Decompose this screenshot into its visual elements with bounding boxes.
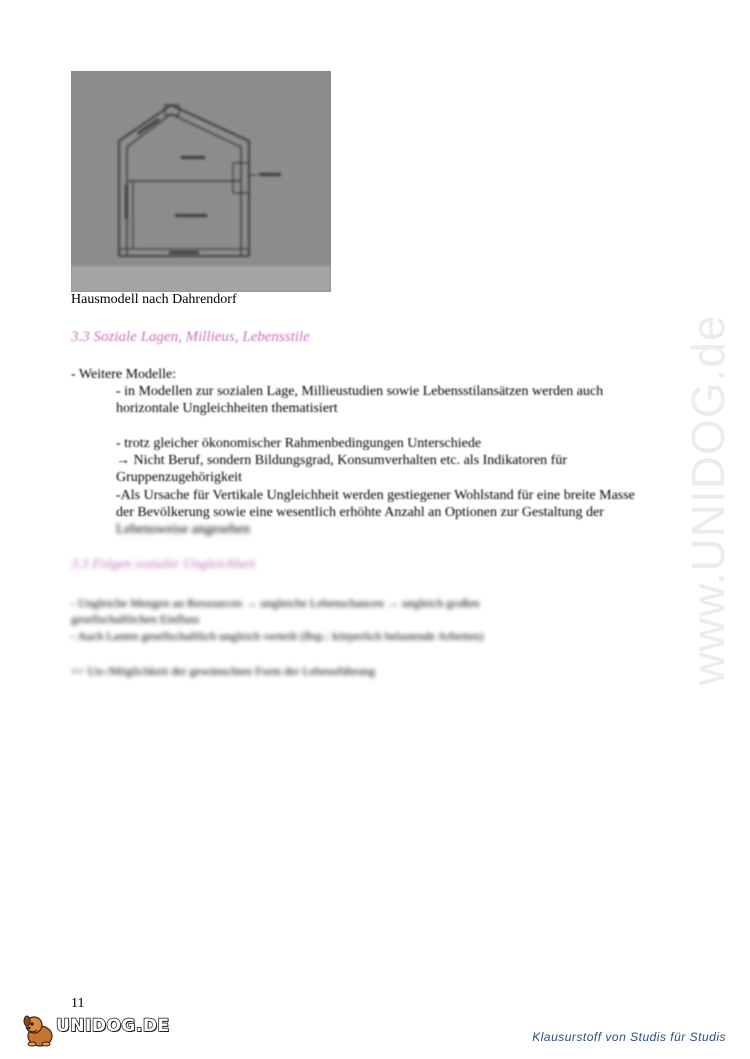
- unidog-logo: [20, 1012, 170, 1048]
- section-heading-lebensstile: 3.3 Soziale Lagen, Millieus, Lebensstile: [71, 329, 310, 345]
- paragraph-line: Lebensweise angesehen: [116, 522, 251, 537]
- paragraph-line: horizontale Ungleichheiten thematisiert: [116, 401, 338, 416]
- house-model-figure: [71, 71, 331, 292]
- paragraph-intro: - Weitere Modelle:: [71, 367, 177, 382]
- paragraph-line: => Un-/Möglichkeit der gewünschten Form der Lebensführung: [71, 664, 376, 678]
- watermark: www.UNIDOG.de: [682, 314, 734, 686]
- page-number: 11: [71, 996, 85, 1011]
- paragraph-line: -Als Ursache für Vertikale Ungleichheit werden gestiegener Wohlstand für eine breite Masse: [116, 488, 635, 503]
- house-model-diagram-icon: [71, 71, 331, 292]
- dog-mascot-icon: [20, 1012, 60, 1048]
- footer-slogan: Klausurstoff von Studis für Studis: [532, 1030, 726, 1044]
- paragraph-line: - Ungleiche Mengen an Ressourcen → ungleiche Lebenschancen → ungleich großen: [71, 596, 480, 610]
- paragraph-line: - Auch Lasten gesellschaftlich ungleich verteilt (Bsp.: körperlich belastende Arbeiten): [71, 629, 484, 643]
- logo-text: UNIDOG.DE: [56, 1016, 170, 1036]
- paragraph-line: → Nicht Beruf, sondern Bildungsgrad, Konsumverhalten etc. als Indikatoren für: [116, 453, 568, 468]
- paragraph-line: gesellschaftlichen Einfluss: [71, 612, 200, 626]
- paragraph-line: der Bevölkerung sowie eine wesentlich erhöhte Anzahl an Optionen zur Gestaltung der: [116, 505, 604, 520]
- paragraph-line: - trotz gleicher ökonomischer Rahmenbedingungen Unterschiede: [116, 436, 482, 451]
- figure-caption: Hausmodell nach Dahrendorf: [71, 292, 237, 307]
- paragraph-line: Gruppenzugehörigkeit: [116, 470, 242, 485]
- paragraph-line: - in Modellen zur sozialen Lage, Millieustudien sowie Lebensstilansätzen werden auch: [116, 384, 604, 399]
- section-heading-folgen: 3.3 Folgen sozialer Ungleichheit: [71, 557, 256, 572]
